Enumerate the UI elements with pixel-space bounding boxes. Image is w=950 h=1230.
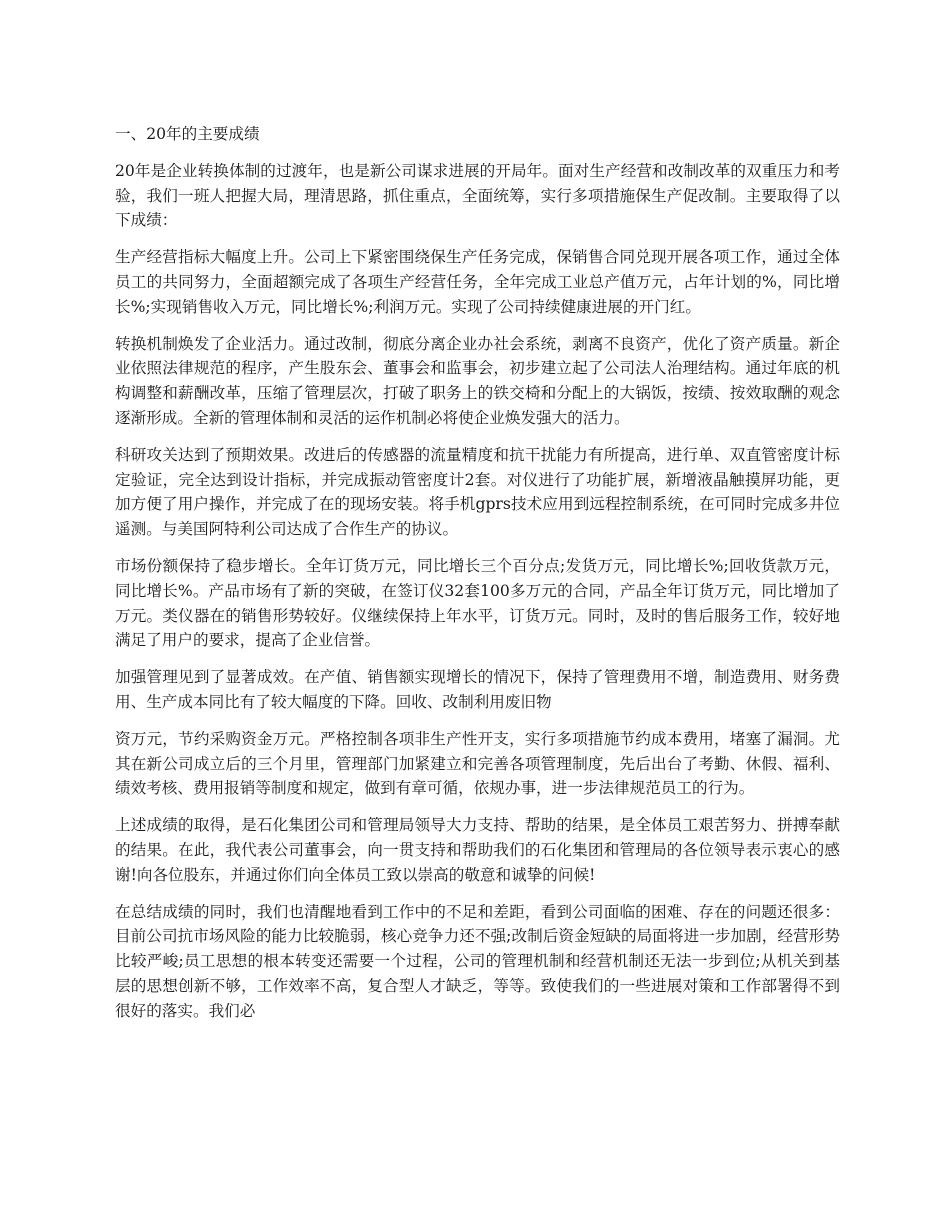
paragraph-shortcomings: 在总结成绩的同时，我们也清醒地看到工作中的不足和差距，看到公司面临的困难、存在的问题还很多：目前公司抗市场风险的能力比较脆弱，核心竞争力还不强;改制后资金短缺的局面将进一步加剧，经营形势比较严峻;员工思想的根本转变还需要一个过程，公司的管理机制和经营机制还无法一步到位;从机关到基层的思想创新不够，工作效率不高，复合型人才缺乏，等等。致使我们的一些进展对策和工作部署得不到很好的落实。我们必 bbox=[115, 902, 840, 1020]
paragraph-intro: 20年是企业转换体制的过渡年，也是新公司谋求进展的开局年。面对生产经营和改制改革的双重压力和考验，我们一班人把握大局，理清思路，抓住重点，全面统筹，实行多项措施保生产促改制。主要取得了以下成绩： bbox=[115, 161, 840, 230]
paragraph-thanks: 上述成绩的取得，是石化集团公司和管理局领导大力支持、帮助的结果，是全体员工艰苦努力、拼搏奉献的结果。在此，我代表公司董事会，向一贯支持和帮助我们的石化集团和管理局的各位领导表示衷心的感谢!向各位股东，并通过你们向全体员工致以崇高的敬意和诚挚的问候! bbox=[115, 816, 840, 884]
paragraph-market: 市场份额保持了稳步增长。全年订货万元，同比增长三个百分点;发货万元，同比增长%;回收货款万元，同比增长%。产品市场有了新的突破，在签订仪32套100多万元的合同，产品全年订货万元，同比增加了万元。类仪器在的销售形势较好。仪继续保持上年水平，订货万元。同时，及时的售后服务工作，较好地满足了用户的要求，提高了企业信誉。 bbox=[115, 556, 840, 650]
paragraph-mechanism: 转换机制焕发了企业活力。通过改制，彻底分离企业办社会系统，剥离不良资产，优化了资产质量。新企业依照法律规范的程序，产生股东会、董事会和监事会，初步建立起了公司法人治理结构。通过年底的机构调整和薪酬改革，压缩了管理层次，打破了职务上的铁交椅和分配上的大锅饭，按绩、按效取酬的观念逐渐形成。全新的管理体制和灵活的运作机制必将使企业焕发强大的活力。 bbox=[115, 334, 840, 427]
paragraph-production: 生产经营指标大幅度上升。公司上下紧密围绕保生产任务完成，保销售合同兑现开展各项工作，通过全体员工的共同努力，全面超额完成了各项生产经营任务，全年完成工业总产值万元，占年计划的%，同比增长%;实现销售收入万元，同比增长%;利润万元。实现了公司持续健康进展的开门红。 bbox=[115, 248, 840, 316]
paragraph-management-continued: 资万元，节约采购资金万元。严格控制各项非生产性开支，实行多项措施节约成本费用，堵塞了漏洞。尤其在新公司成立后的三个月里，管理部门加紧建立和完善各项管理制度，先后出台了考勤、休假、福利、绩效考核、费用报销等制度和规定，做到有章可循，依规办事，进一步法律规范员工的行为。 bbox=[115, 729, 840, 798]
paragraph-management: 加强管理见到了显著成效。在产值、销售额实现增长的情况下，保持了管理费用不增，制造费用、财务费用、生产成本同比有了较大幅度的下降。回收、改制利用废旧物 bbox=[115, 668, 840, 711]
section-heading: 一、20年的主要成绩 bbox=[115, 125, 260, 143]
paragraph-research: 科研攻关达到了预期效果。改进后的传感器的流量精度和抗干扰能力有所提高，进行单、双直管密度计标定验证，完全达到设计指标，并完成振动管密度计2套。对仪进行了功能扩展，新增液晶触摸屏功能，更加方便了用户操作，并完成了在的现场安装。将手机gprs技术应用到远程控制系统，在可同时完成多井位遥测。与美国阿特利公司达成了合作生产的协议。 bbox=[115, 445, 840, 539]
document-page bbox=[115, 122, 840, 1036]
